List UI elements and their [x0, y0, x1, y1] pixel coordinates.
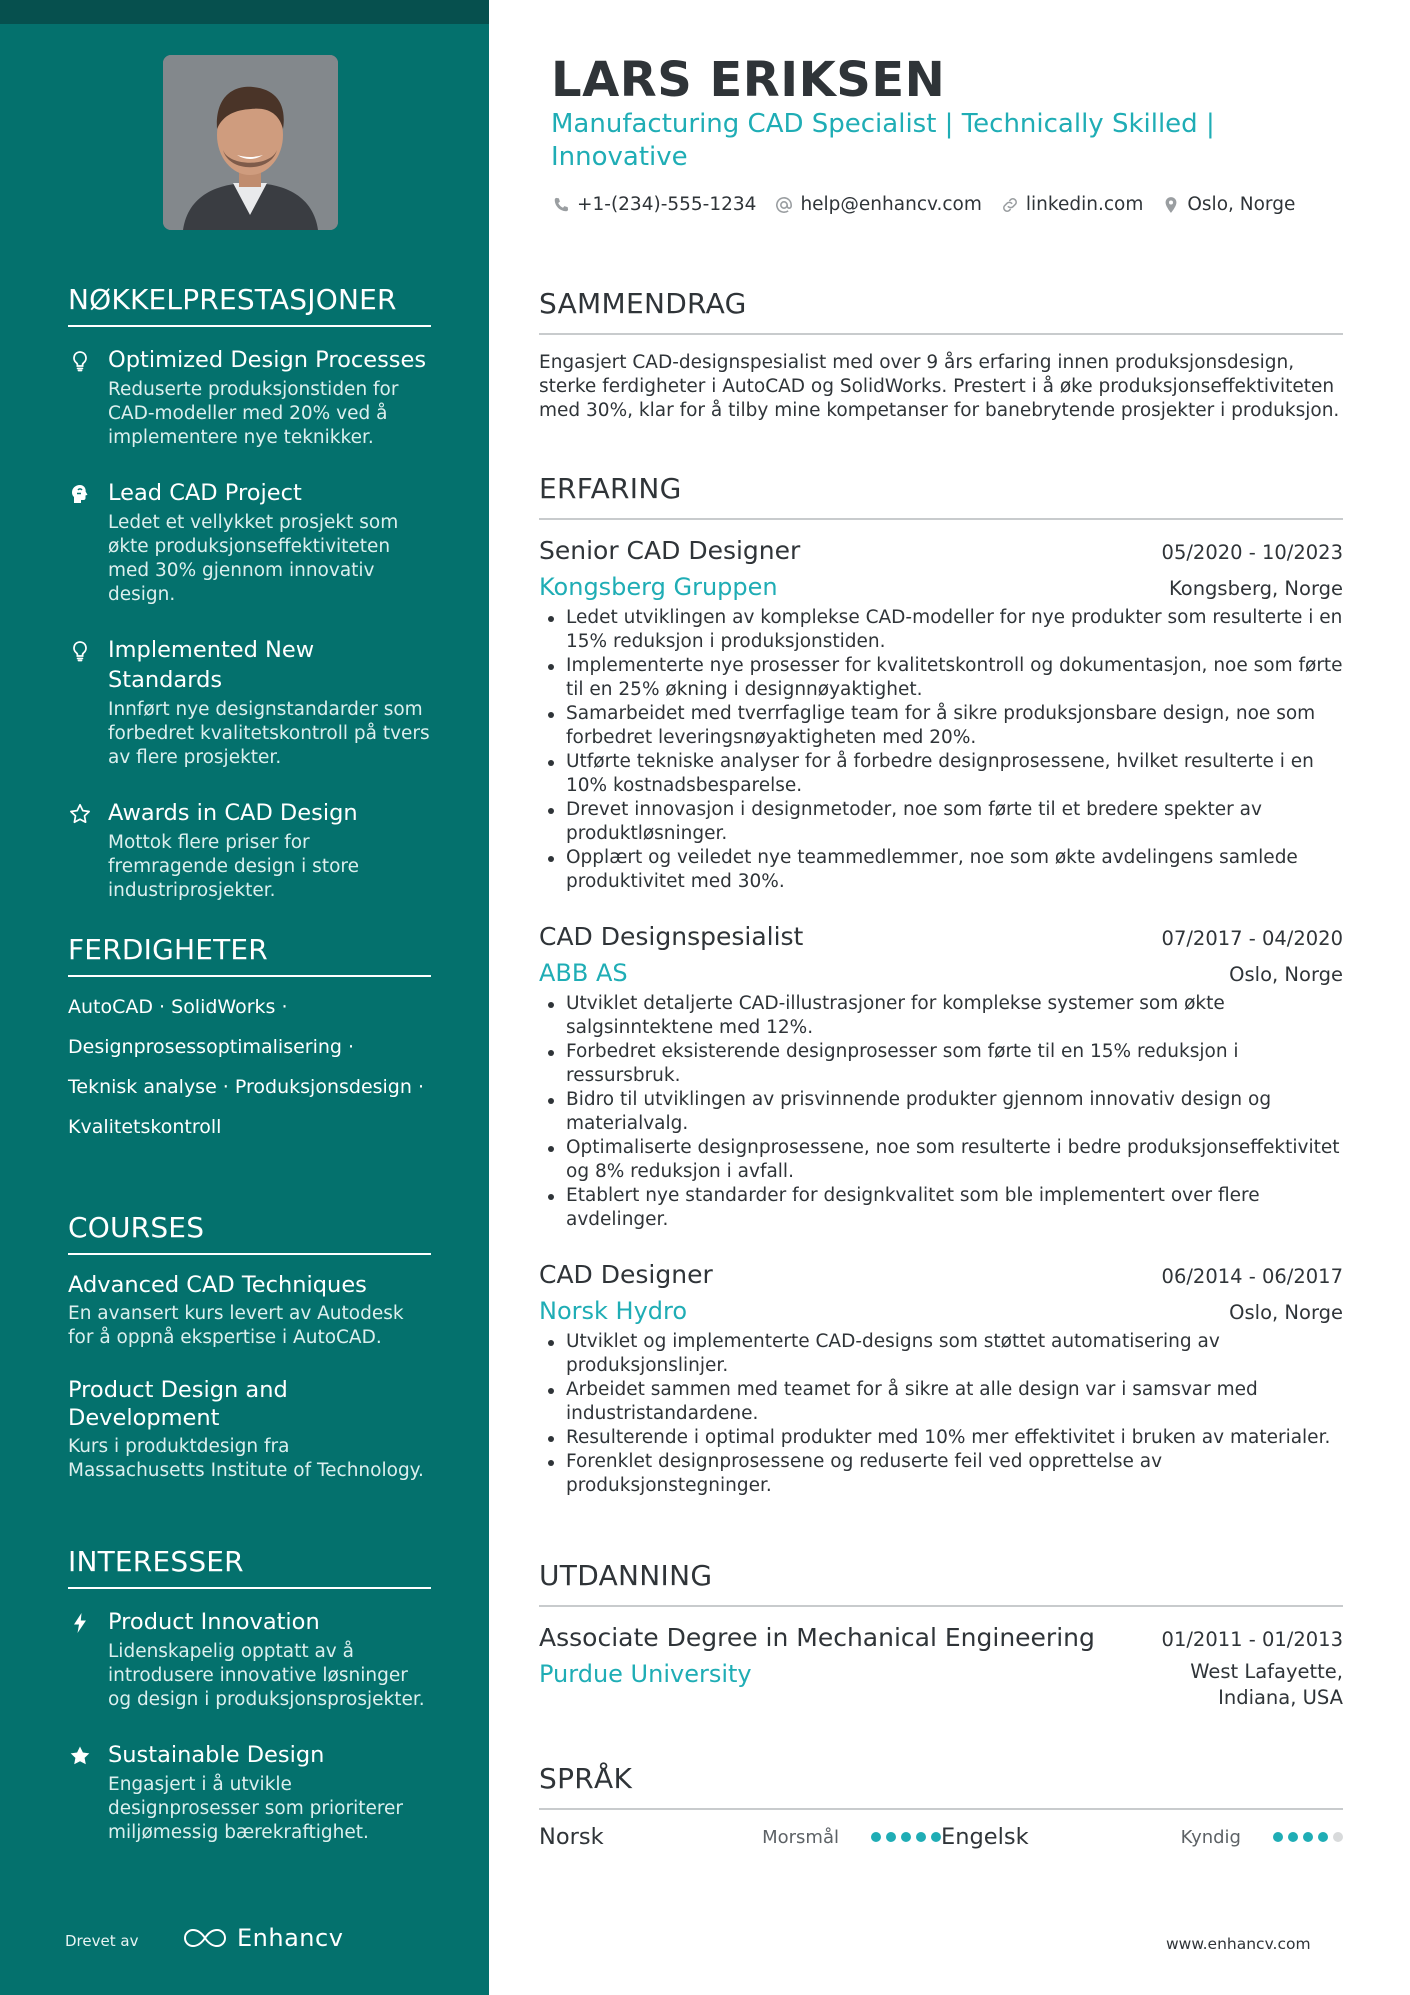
star-outline-icon [68, 802, 92, 826]
courses-section [68, 1211, 431, 1483]
contact-location [1161, 194, 1295, 215]
job-bullet: Etablert nye standarder for designkvalitet som ble implementert over flere avdelinger. [539, 1184, 1343, 1232]
school-name: Purdue University [539, 1660, 752, 1688]
skill-line: Designprosessoptimalisering · [68, 1036, 355, 1058]
rating-dot-filled [1303, 1832, 1313, 1842]
course-text: En avansert kurs levert av Autodesk for å oppnå ekspertise i AutoCAD. [68, 1303, 404, 1348]
linkedin-text: linkedin.com [1025, 194, 1144, 215]
summary-section [539, 287, 1343, 423]
achievement-title: Awards in CAD Design [108, 800, 358, 826]
language-name: Norsk [539, 1824, 604, 1850]
skills-section [68, 933, 431, 1147]
job-bullet: Opplært og veiledet nye teammedlemmer, noe som økte avdelingens samlede produktivitet med 30%. [539, 846, 1343, 894]
sidebar-top-bar [0, 0, 489, 24]
rating-dot-empty [1333, 1832, 1343, 1842]
languages-heading: SPRÅK [539, 1762, 1343, 1810]
job-bullet: Optimaliserte designprosessene, noe som resulterte i bedre produksjonseffektivitet og 8% reduksjon i avfall. [539, 1136, 1343, 1184]
language-item [941, 1824, 1343, 1850]
experience-section [539, 472, 1343, 1498]
achievements-heading: NØKKELPRESTASJONER [68, 283, 431, 327]
job-bullet: Utviklet detaljerte CAD-illustrasjoner for komplekse systemer som økte salgsinntektene med 12%. [539, 992, 1343, 1040]
course-text: Kurs i produktdesign fra Massachusetts Institute of Technology. [68, 1436, 424, 1481]
lightbulb-icon [68, 349, 92, 373]
job-company: ABB AS [539, 959, 628, 987]
job-entry [539, 920, 1343, 1232]
powered-by-label: Drevet av [65, 1932, 139, 1950]
location-text: Oslo, Norge [1187, 194, 1296, 215]
course-title: Product Design and Development [68, 1377, 288, 1431]
brand-name: Enhancv [237, 1924, 344, 1952]
courses-heading: COURSES [68, 1211, 431, 1255]
language-item [539, 1824, 941, 1850]
footer-url[interactable]: www.enhancv.com [1166, 1935, 1311, 1953]
job-dates: 07/2017 - 04/2020 [1161, 927, 1343, 950]
skill-line: AutoCAD · SolidWorks · [68, 996, 288, 1018]
achievement-text: Mottok flere priser for fremragende design i store industriprosjekter. [108, 832, 359, 901]
languages-list [539, 1824, 1343, 1850]
interest-title: Product Innovation [108, 1609, 320, 1635]
achievement-item [68, 478, 431, 607]
job-role: Senior CAD Designer [539, 536, 801, 565]
skill-line: Teknisk analyse · Produksjonsdesign · [68, 1076, 424, 1098]
course-item [68, 1271, 431, 1350]
rating-dot-filled [1318, 1832, 1328, 1842]
course-item [68, 1376, 431, 1483]
language-rating [1273, 1832, 1343, 1842]
summary-heading: SAMMENDRAG [539, 287, 1343, 335]
contact-bar [551, 194, 1313, 215]
interest-item [68, 1740, 431, 1845]
rating-dot-filled [871, 1832, 881, 1842]
achievement-text: Reduserte produksjonstiden for CAD-modeller med 20% ved å implementere nye teknikker. [108, 379, 399, 448]
interest-item [68, 1607, 431, 1712]
languages-section [539, 1762, 1343, 1850]
job-entry [539, 534, 1343, 894]
achievement-item [68, 798, 431, 903]
education-location-line: West Lafayette, [1190, 1660, 1343, 1683]
education-dates: 01/2011 - 01/2013 [1161, 1628, 1343, 1651]
job-bullet: Implementerte nye prosesser for kvalitetskontroll og dokumentasjon, noe som førte til en 25% økning i designnøyaktighet. [539, 654, 1343, 702]
education-location-line: Indiana, USA [1218, 1686, 1343, 1709]
rating-dot-filled [1273, 1832, 1283, 1842]
job-bullet: Resulterende i optimal produkter med 10% mer effektivitet i bruken av materialer. [539, 1426, 1343, 1450]
language-level: Morsmål [762, 1826, 839, 1848]
bolt-icon [68, 1611, 92, 1635]
job-bullet: Utviklet og implementerte CAD-designs som støttet automatisering av produksjonslinjer. [539, 1330, 1343, 1378]
contact-phone[interactable] [551, 194, 756, 215]
enhancv-logo[interactable] [183, 1924, 343, 1952]
achievement-item [68, 345, 431, 450]
job-bullet: Forenklet designprosessene og reduserte feil ved opprettelse av produksjonstegninger. [539, 1450, 1343, 1498]
rating-dot-filled [931, 1832, 941, 1842]
profile-photo [163, 55, 338, 230]
tagline: Manufacturing CAD Specialist | Technically Skilled | Innovative [551, 109, 1215, 172]
contact-linkedin[interactable] [1000, 194, 1143, 215]
interest-text: Engasjert i å utvikle designprosesser som prioriterer miljømessig bærekraftighet. [108, 1774, 404, 1843]
job-bullet: Drevet innovasjon i designmetoder, noe som førte til et bredere spekter av produktløsninger. [539, 798, 1343, 846]
job-role: CAD Designspesialist [539, 922, 804, 951]
job-bullets [539, 606, 1343, 894]
experience-heading: ERFARING [539, 472, 1343, 520]
interests-heading: INTERESSER [68, 1545, 431, 1589]
summary-text: Engasjert CAD-designspesialist med over 9 års erfaring innen produksjonsdesign, sterke ferdigheter i AutoCAD og SolidWorks. Prestert i å øke produksjonseffektiviteten med 30%, klar for å tilby mine kompetanser for banebrytende prosjekter i produksjon. [539, 352, 1340, 421]
link-icon [1000, 195, 1020, 215]
achievement-title: Implemented New Standards [108, 637, 315, 693]
job-bullet: Arbeidet sammen med teamet for å sikre at alle design var i samsvar med industristandardene. [539, 1378, 1343, 1426]
brain-icon [68, 482, 92, 506]
job-bullet: Ledet utviklingen av komplekse CAD-modeller for nye produkter som resulterte i en 15% reduksjon i produksjonstiden. [539, 606, 1343, 654]
job-location: Kongsberg, Norge [1168, 577, 1343, 600]
achievement-text: Ledet et vellykket prosjekt som økte produksjonseffektiviteten med 30% gjennom innovativ design. [108, 512, 399, 605]
skills-list [68, 987, 431, 1147]
person-name: LARS ERIKSEN [551, 52, 946, 108]
job-bullets [539, 992, 1343, 1232]
language-level: Kyndig [1180, 1826, 1241, 1848]
achievement-title: Optimized Design Processes [108, 347, 427, 373]
interest-text: Lidenskapelig opptatt av å introdusere innovative løsninger og design i produksjonsprosjekter. [108, 1641, 425, 1710]
map-pin-icon [1161, 195, 1181, 215]
education-heading: UTDANNING [539, 1559, 1343, 1607]
rating-dot-filled [1288, 1832, 1298, 1842]
job-bullet: Utførte tekniske analyser for å forbedre designprosessene, hvilket resulterte i en 10% kostnadsbesparelse. [539, 750, 1343, 798]
rating-dot-filled [916, 1832, 926, 1842]
interests-section [68, 1545, 431, 1845]
education-location [1190, 1659, 1343, 1711]
job-bullets [539, 1330, 1343, 1498]
star-filled-icon [68, 1744, 92, 1768]
email-text: help@enhancv.com [800, 194, 982, 215]
job-company: Kongsberg Gruppen [539, 573, 778, 601]
job-entry [539, 1258, 1343, 1498]
lightbulb-icon [68, 639, 92, 663]
sidebar [0, 0, 489, 1995]
rating-dot-filled [901, 1832, 911, 1842]
job-dates: 05/2020 - 10/2023 [1161, 541, 1343, 564]
infinity-logo-icon [183, 1926, 227, 1950]
achievement-title: Lead CAD Project [108, 480, 302, 506]
skill-line: Kvalitetskontroll [68, 1116, 222, 1138]
interest-title: Sustainable Design [108, 1742, 325, 1768]
job-dates: 06/2014 - 06/2017 [1161, 1265, 1343, 1288]
education-section [539, 1559, 1343, 1711]
job-role: CAD Designer [539, 1260, 713, 1289]
phone-icon [551, 195, 571, 215]
job-location: Oslo, Norge [1229, 963, 1343, 986]
phone-text: +1-(234)-555-1234 [577, 194, 757, 215]
course-title: Advanced CAD Techniques [68, 1272, 367, 1298]
contact-email[interactable] [774, 194, 981, 215]
job-company: Norsk Hydro [539, 1297, 688, 1325]
job-bullet: Bidro til utviklingen av prisvinnende produkter gjennom innovativ design og materialvalg. [539, 1088, 1343, 1136]
language-rating [871, 1832, 941, 1842]
skills-heading: FERDIGHETER [68, 933, 431, 977]
at-icon [774, 195, 794, 215]
achievements-section [68, 283, 431, 903]
language-name: Engelsk [941, 1824, 1029, 1850]
job-bullet: Samarbeidet med tverrfaglige team for å sikre produksjonsbare design, noe som forbedret leveringsnøyaktigheten med 20%. [539, 702, 1343, 750]
achievement-text: Innført nye designstandarder som forbedret kvalitetskontroll på tvers av flere prosjekter. [108, 699, 430, 768]
rating-dot-filled [886, 1832, 896, 1842]
job-bullet: Forbedret eksisterende designprosesser som førte til en 15% reduksjon i ressursbruk. [539, 1040, 1343, 1088]
education-entry [539, 1621, 1343, 1711]
achievement-item [68, 635, 431, 770]
job-location: Oslo, Norge [1229, 1301, 1343, 1324]
degree-title: Associate Degree in Mechanical Engineering [539, 1623, 1095, 1652]
